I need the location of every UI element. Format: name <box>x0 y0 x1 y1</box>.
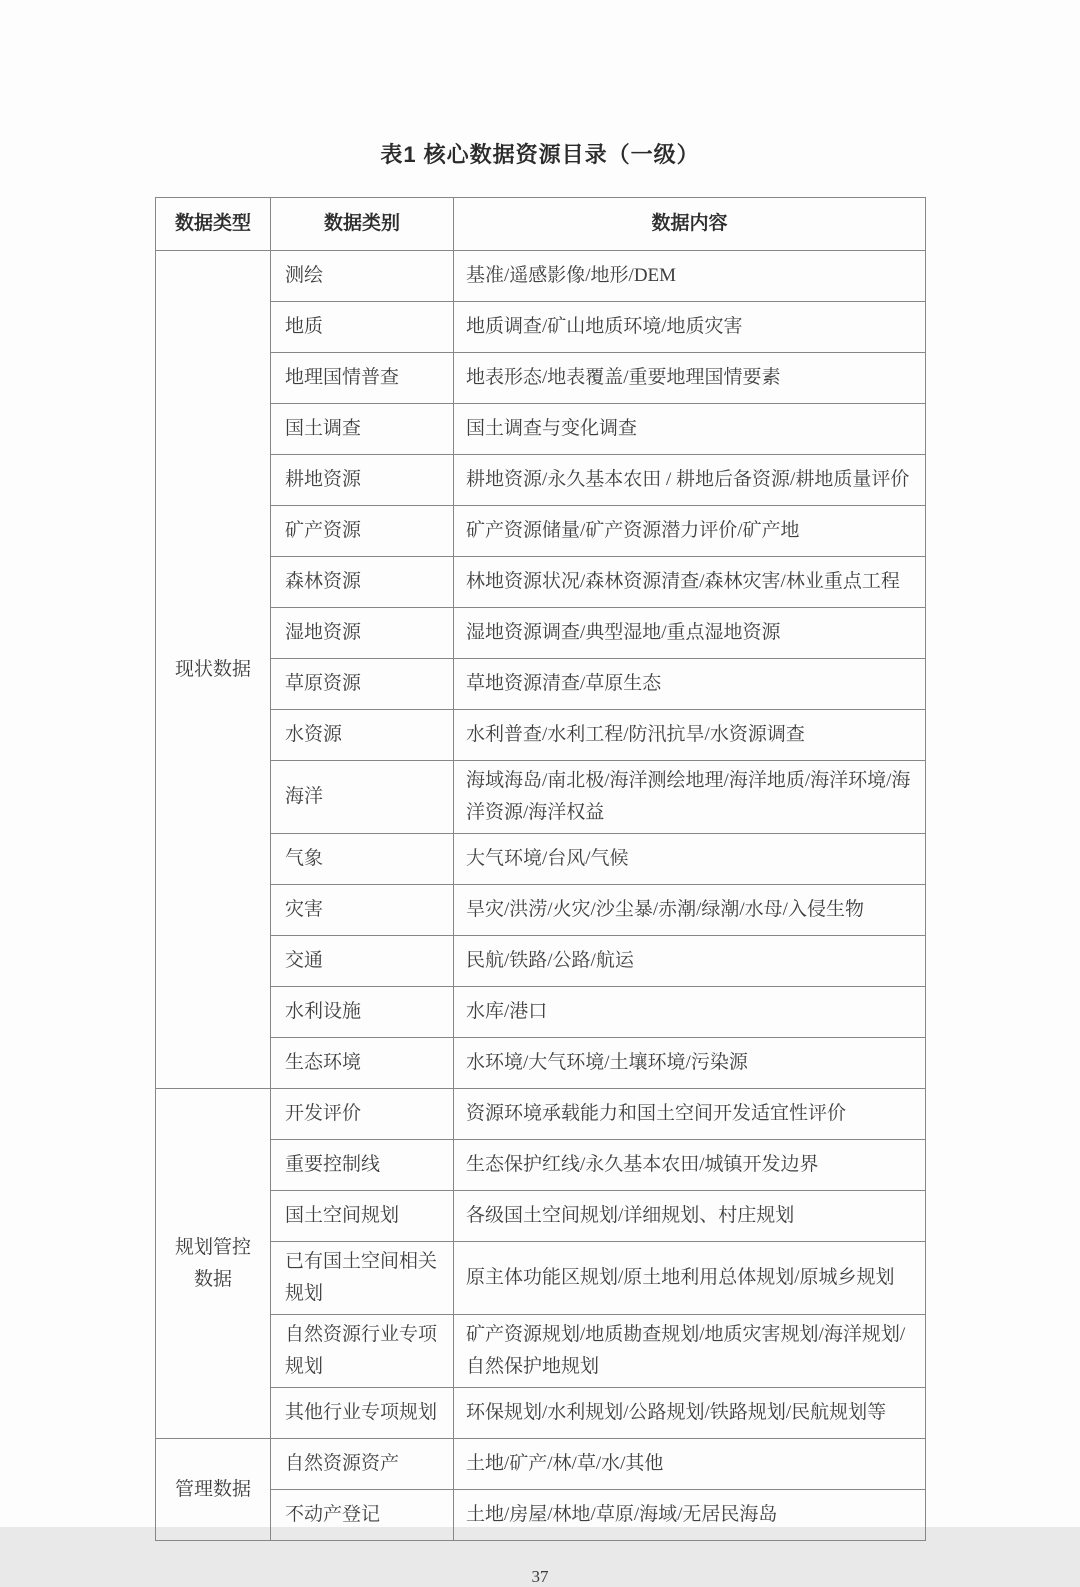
table-row <box>156 404 926 455</box>
category-cell: 海洋 <box>271 761 454 834</box>
table-row <box>156 251 926 302</box>
category-cell: 地理国情普查 <box>271 353 454 404</box>
table-row <box>156 1490 926 1541</box>
table-row <box>156 1140 926 1191</box>
column-header-data-type: 数据类型 <box>156 198 271 251</box>
table-row <box>156 1242 926 1315</box>
category-cell: 矿产资源 <box>271 506 454 557</box>
category-cell: 生态环境 <box>271 1038 454 1089</box>
table-row <box>156 1191 926 1242</box>
content-cell: 大气环境/台风/气候 <box>454 834 926 885</box>
category-cell: 水利设施 <box>271 987 454 1038</box>
category-cell: 湿地资源 <box>271 608 454 659</box>
content-cell: 海域海岛/南北极/海洋测绘地理/海洋地质/海洋环境/海洋资源/海洋权益 <box>454 761 926 834</box>
table-row <box>156 1089 926 1140</box>
section-type-cell: 管理数据 <box>156 1439 271 1541</box>
table-row <box>156 1439 926 1490</box>
content-cell: 水利普查/水利工程/防汛抗旱/水资源调查 <box>454 710 926 761</box>
table-row <box>156 885 926 936</box>
category-cell: 地质 <box>271 302 454 353</box>
category-cell: 自然资源资产 <box>271 1439 454 1490</box>
data-catalog-table <box>155 197 926 1541</box>
category-cell: 草原资源 <box>271 659 454 710</box>
section-type-cell: 现状数据 <box>156 251 271 1089</box>
content-cell: 林地资源状况/森林资源清查/森林灾害/林业重点工程 <box>454 557 926 608</box>
content-cell: 水环境/大气环境/土壤环境/污染源 <box>454 1038 926 1089</box>
table-row <box>156 761 926 834</box>
table-row <box>156 659 926 710</box>
table-row <box>156 1315 926 1388</box>
content-cell: 资源环境承载能力和国土空间开发适宜性评价 <box>454 1089 926 1140</box>
content-cell: 土地/矿产/林/草/水/其他 <box>454 1439 926 1490</box>
category-cell: 其他行业专项规划 <box>271 1388 454 1439</box>
page-number: 37 <box>531 1567 549 1586</box>
content-cell: 国土调查与变化调查 <box>454 404 926 455</box>
category-cell: 国土空间规划 <box>271 1191 454 1242</box>
table-row <box>156 353 926 404</box>
table-row <box>156 455 926 506</box>
category-cell: 水资源 <box>271 710 454 761</box>
category-cell: 自然资源行业专项规划 <box>271 1315 454 1388</box>
category-cell: 重要控制线 <box>271 1140 454 1191</box>
content-cell: 土地/房屋/林地/草原/海域/无居民海岛 <box>454 1490 926 1541</box>
content-cell: 矿产资源规划/地质勘查规划/地质灾害规划/海洋规划/自然保护地规划 <box>454 1315 926 1388</box>
category-cell: 气象 <box>271 834 454 885</box>
content-cell: 耕地资源/永久基本农田 / 耕地后备资源/耕地质量评价 <box>454 455 926 506</box>
table-row <box>156 987 926 1038</box>
table-row <box>156 936 926 987</box>
content-cell: 地表形态/地表覆盖/重要地理国情要素 <box>454 353 926 404</box>
table-row <box>156 1038 926 1089</box>
category-cell: 已有国土空间相关规划 <box>271 1242 454 1315</box>
column-header-data-content: 数据内容 <box>454 198 926 251</box>
category-cell: 测绘 <box>271 251 454 302</box>
category-cell: 灾害 <box>271 885 454 936</box>
table-row <box>156 302 926 353</box>
column-header-data-category: 数据类别 <box>271 198 454 251</box>
content-cell: 草地资源清查/草原生态 <box>454 659 926 710</box>
page-title: 表1 核心数据资源目录（一级） <box>380 142 700 167</box>
category-cell: 国土调查 <box>271 404 454 455</box>
category-cell: 森林资源 <box>271 557 454 608</box>
category-cell: 开发评价 <box>271 1089 454 1140</box>
category-cell: 不动产登记 <box>271 1490 454 1541</box>
content-cell: 湿地资源调查/典型湿地/重点湿地资源 <box>454 608 926 659</box>
content-cell: 基准/遥感影像/地形/DEM <box>454 251 926 302</box>
category-cell: 耕地资源 <box>271 455 454 506</box>
table-row <box>156 557 926 608</box>
content-cell: 各级国土空间规划/详细规划、村庄规划 <box>454 1191 926 1242</box>
content-cell: 水库/港口 <box>454 987 926 1038</box>
category-cell: 交通 <box>271 936 454 987</box>
content-cell: 生态保护红线/永久基本农田/城镇开发边界 <box>454 1140 926 1191</box>
content-cell: 民航/铁路/公路/航运 <box>454 936 926 987</box>
content-cell: 环保规划/水利规划/公路规划/铁路规划/民航规划等 <box>454 1388 926 1439</box>
content-cell: 旱灾/洪涝/火灾/沙尘暴/赤潮/绿潮/水母/入侵生物 <box>454 885 926 936</box>
section-type-cell: 规划管控数据 <box>156 1089 271 1439</box>
table-row <box>156 506 926 557</box>
table-row <box>156 710 926 761</box>
content-cell: 原主体功能区规划/原土地利用总体规划/原城乡规划 <box>454 1242 926 1315</box>
table-row <box>156 608 926 659</box>
table-row <box>156 1388 926 1439</box>
table-row <box>156 834 926 885</box>
header-row <box>156 198 926 251</box>
content-cell: 地质调查/矿山地质环境/地质灾害 <box>454 302 926 353</box>
content-cell: 矿产资源储量/矿产资源潜力评价/矿产地 <box>454 506 926 557</box>
